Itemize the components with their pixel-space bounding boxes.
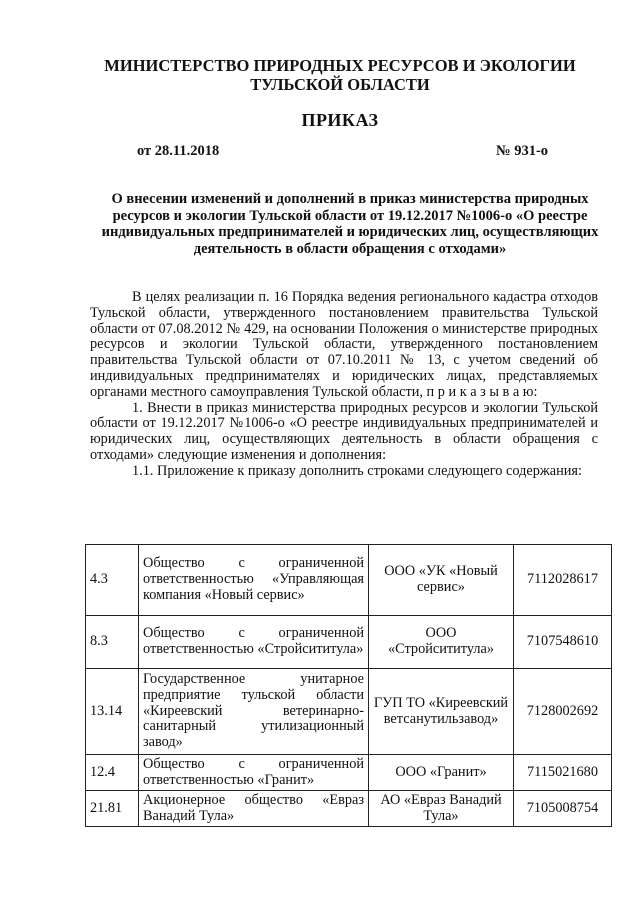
organization-short-name: ООО «Гранит» (369, 755, 514, 791)
organization-full-name: Государственное унитарное предприятие тульской области «Киреевский ветеринарно-санитарный утилизационный завод» (139, 669, 369, 755)
organization-inn: 7115021680 (514, 755, 612, 791)
organization-short-name: ООО «УК «Новый сервис» (369, 545, 514, 616)
table-row (86, 545, 612, 616)
body-paragraph-preamble: В целях реализации п. 16 Порядка ведения регионального кадастра отходов Тульской области, утвержденного постановлением правительства Тульской области от 07.08.2012 № 429, на основании Положения о министерстве природных ресурсов и экологии Тульской области, утвержденного постановлением правительства Тульской области от 07.10.2011 № 13, с учетом сведений об индивидуальных предпринимателях и юридических лицах, представляемых органами местного самоуправления Тульской области, п р и к а з ы в а ю: (90, 289, 598, 400)
organization-short-name: ГУП ТО «Киреевский ветсанутильзавод» (369, 669, 514, 755)
table-row (86, 669, 612, 755)
body-paragraph-item-1: 1. Внести в приказ министерства природных ресурсов и экологии Тульской области от 19.12.2017 №1006-о «О реестре индивидуальных предпринимателей и юридических лиц, осуществляющих деятельность в области обращения с отходами» следующие изменения и дополнения: (90, 399, 598, 463)
organization-short-name: АО «Евраз Ванадий Тула» (369, 791, 514, 827)
row-number: 12.4 (86, 755, 139, 791)
organization-full-name: Акционерное общество «Евраз Ванадий Тула» (139, 791, 369, 827)
table-row (86, 616, 612, 669)
registry-table (85, 544, 612, 827)
order-number: № 931-о (496, 143, 549, 159)
organization-full-name: Общество с ограниченной ответственностью «Стройсититула» (139, 616, 369, 669)
order-subject: О внесении изменений и дополнений в приказ министерства природных ресурсов и экологии Тульской области от 19.12.2017 №1006-о «О реестре индивидуальных предпринимателей и юридических лиц, осуществляющих деятельность в области обращения с отходами» (101, 191, 599, 257)
ministry-line-1: МИНИСТЕРСТВО ПРИРОДНЫХ РЕСУРСОВ И ЭКОЛОГИИ (104, 56, 576, 75)
row-number: 4.3 (86, 545, 139, 616)
organization-inn: 7128002692 (514, 669, 612, 755)
organization-short-name: ООО «Стройсититула» (369, 616, 514, 669)
organization-full-name: Общество с ограниченной ответственностью «Управляющая компания «Новый сервис» (139, 545, 369, 616)
organization-inn: 7107548610 (514, 616, 612, 669)
row-number: 13.14 (86, 669, 139, 755)
organization-inn: 7105008754 (514, 791, 612, 827)
row-number: 21.81 (86, 791, 139, 827)
document-type: ПРИКАЗ (301, 110, 379, 130)
row-number: 8.3 (86, 616, 139, 669)
table-row (86, 755, 612, 791)
order-body (90, 290, 598, 480)
ministry-heading (60, 56, 620, 94)
organization-inn: 7112028617 (514, 545, 612, 616)
body-paragraph-item-1-1: 1.1. Приложение к приказу дополнить строками следующего содержания: (132, 462, 582, 479)
organization-full-name: Общество с ограниченной ответственностью «Гранит» (139, 755, 369, 791)
ministry-line-2: ТУЛЬСКОЙ ОБЛАСТИ (250, 75, 430, 94)
order-date: от 28.11.2018 (137, 143, 220, 159)
table-row (86, 791, 612, 827)
